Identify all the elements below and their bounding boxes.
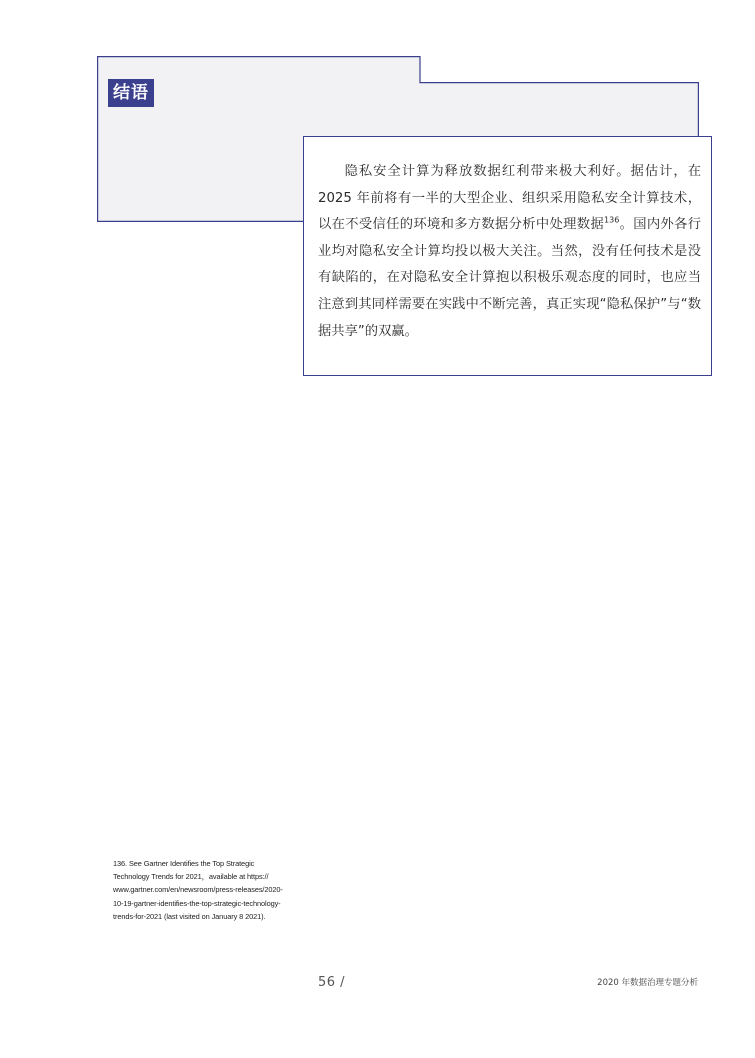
footnote-link-line[interactable]: www.gartner.com/en/newsroom/press-releases/2020-: [113, 885, 283, 895]
paragraph-text-part1: 隐私安全计算为释放数据红利带来极大利好。据估计，在2025 年前将有一半的大型企业、组织采用隐私安全计算技术，以在不受信任的环境和多方数据分析中处理数据: [318, 164, 701, 233]
footnote-reference[interactable]: 136: [604, 215, 620, 225]
paragraph-text-part2: 。国内外各行业均对隐私安全计算均投以极大关注。当然，没有任何技术是没有缺陷的，在对隐私安全计算抱以积极乐观态度的同时，也应当注意到其同样需要在实践中不断完善，真正实现“隐私保护”与“数据共享”的双赢。: [318, 217, 702, 339]
report-title: 2020 年数据治理专题分析: [597, 978, 698, 988]
footnote-line: 136. See Gartner Identifies the Top Strategic: [113, 859, 255, 868]
page-number: 56 /: [318, 975, 346, 990]
footnote-line: Technology Trends for 2021，available at https://: [113, 872, 269, 882]
footnote-link-line[interactable]: 10-19-gartner-identifies-the-top-strategic-technology-: [113, 898, 281, 908]
conclusion-paragraph: [318, 159, 701, 345]
conclusion-text-panel: [303, 136, 712, 376]
footnote: [113, 857, 303, 923]
section-title: 结语: [108, 79, 154, 107]
footnote-line: trends-for-2021 (last visited on January 8 2021).: [113, 911, 266, 921]
